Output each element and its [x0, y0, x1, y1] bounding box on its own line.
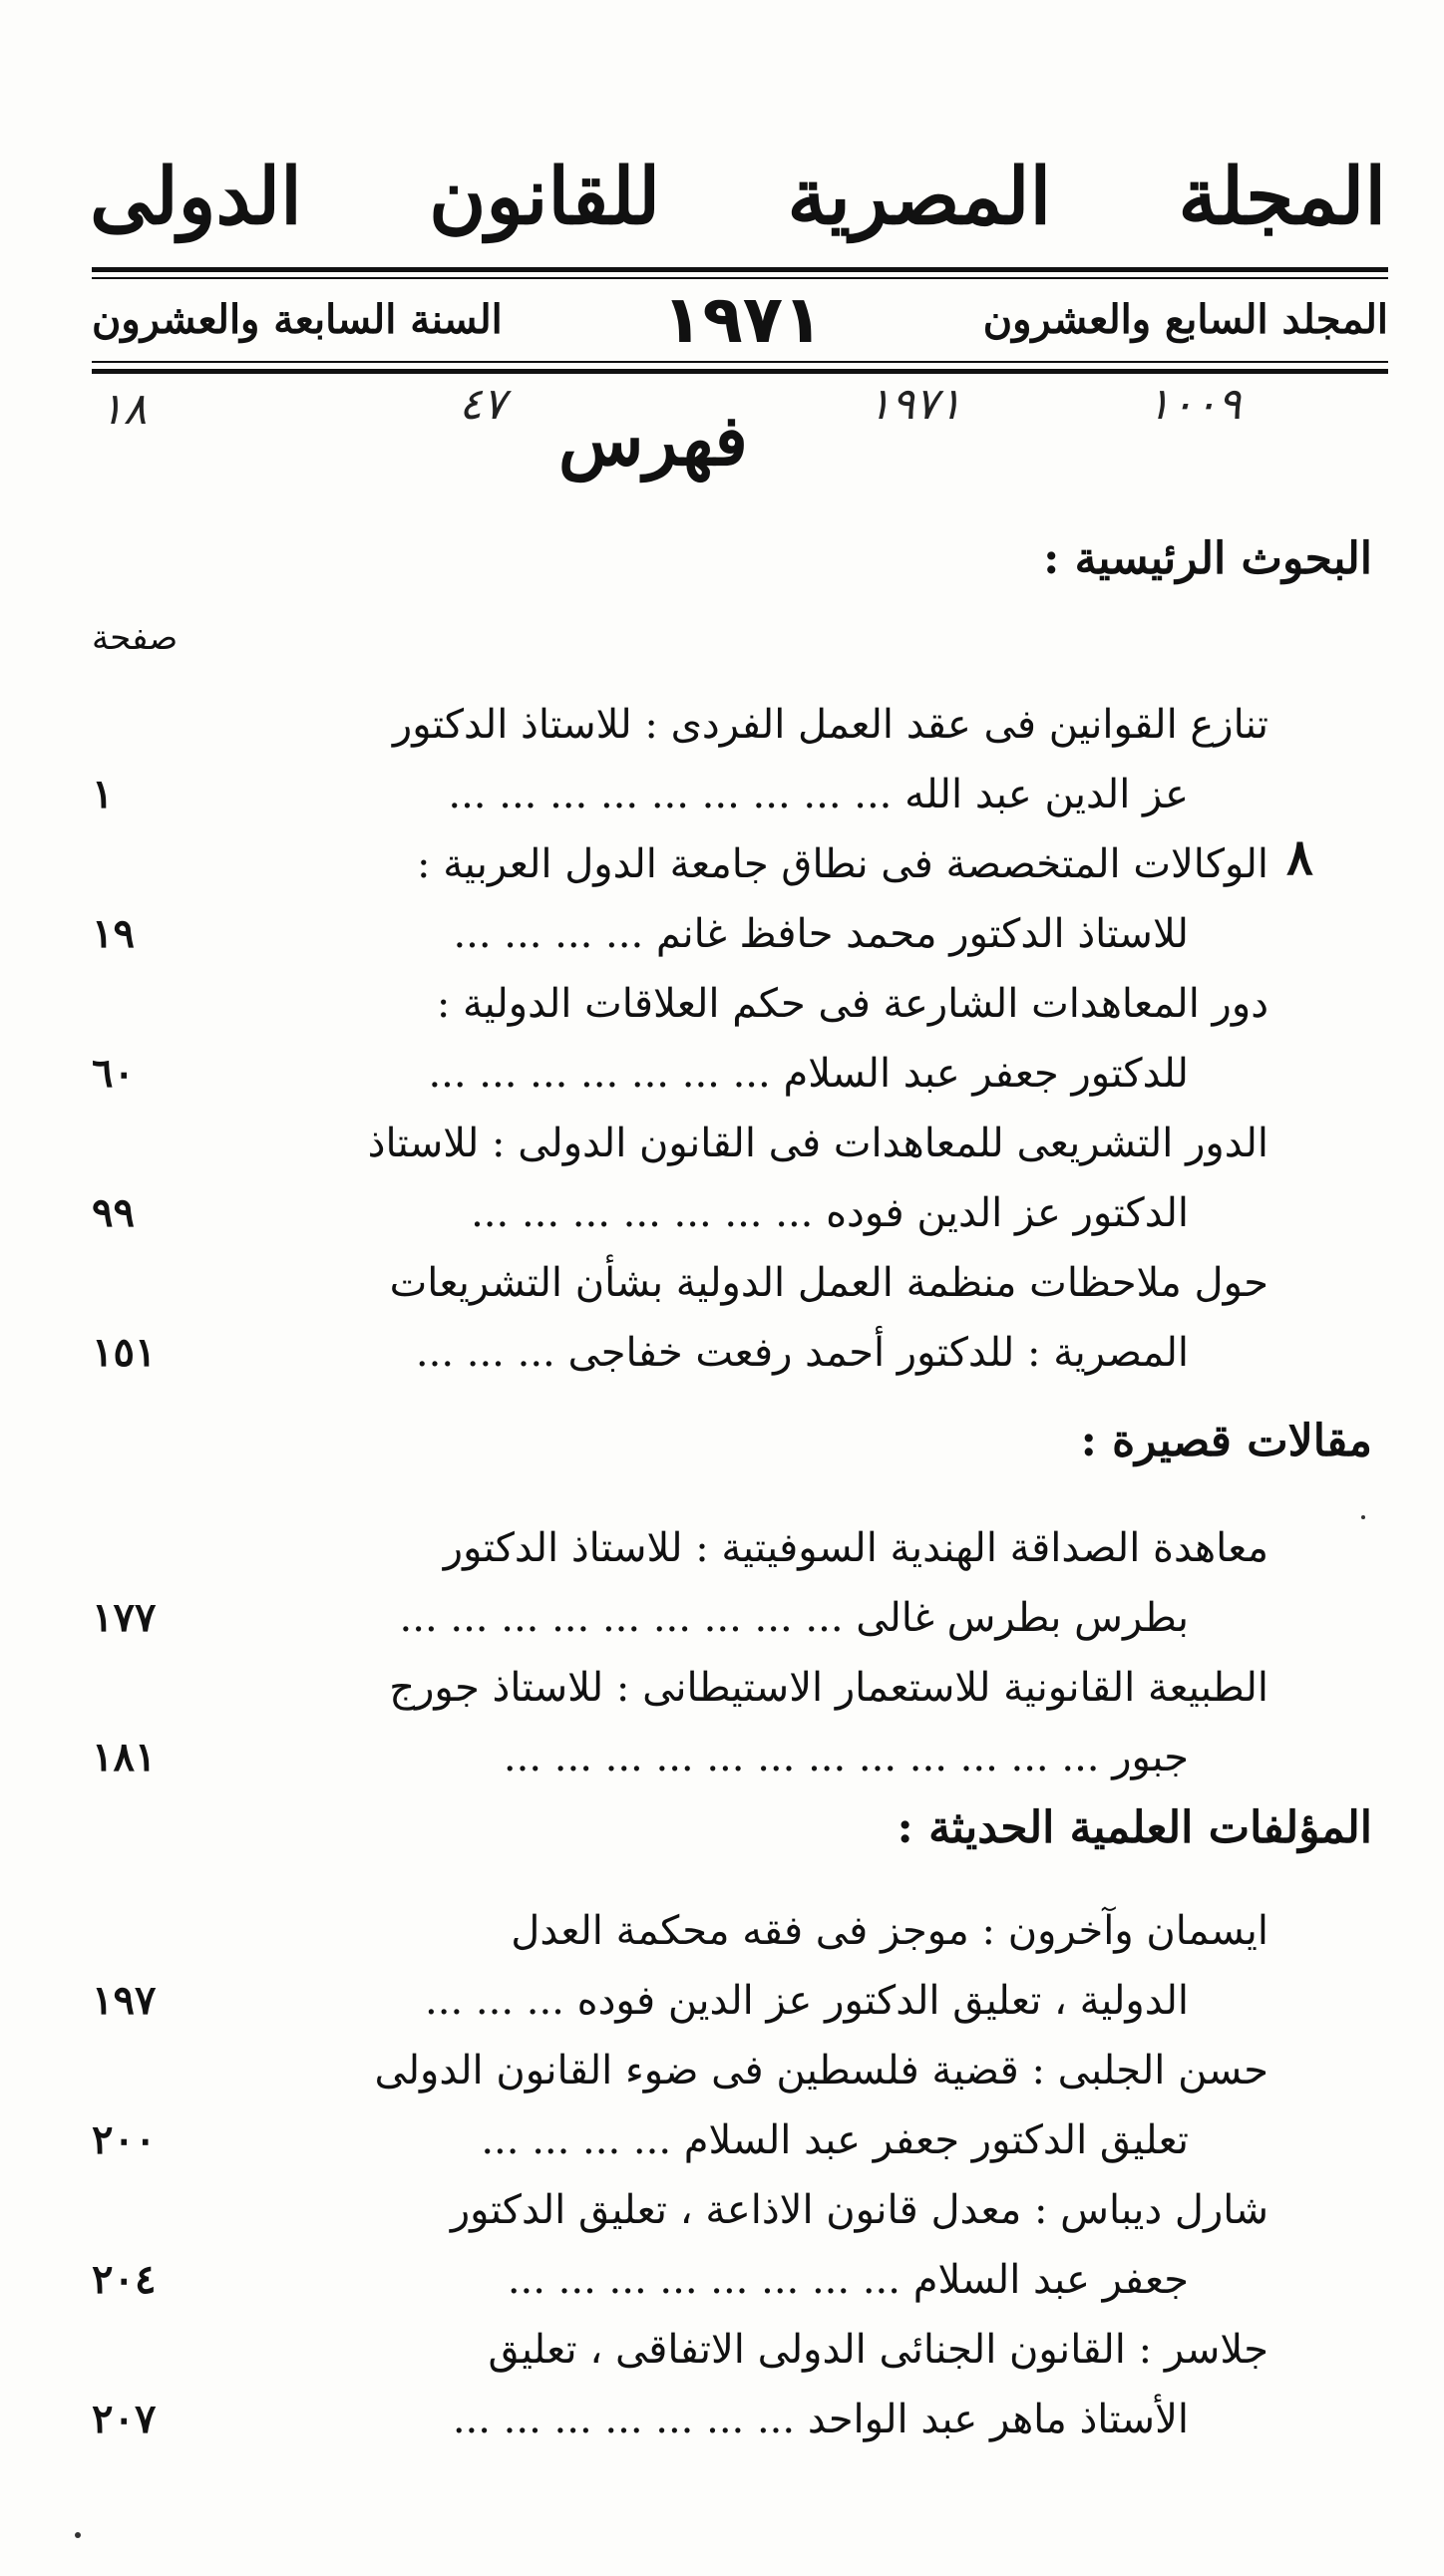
volume-label: المجلد السابع والعشرون [982, 295, 1388, 343]
entry-author: عز الدين عبد الله ... ... ... ... ... ... ... ... ... [448, 772, 1189, 817]
entry-author: الدولية ، تعليق الدكتور عز الدين فوده ... ... ... [425, 1978, 1189, 2024]
entry-title: معاهدة الصداقة الهندية السوفيتية : للاستاذ الدكتور [443, 1525, 1268, 1571]
entry-author: جبور ... ... ... ... ... ... ... ... ... ... ... ... [503, 1735, 1189, 1780]
entry-author: الدكتور عز الدين فوده ... ... ... ... ... ... ... [471, 1190, 1189, 1236]
handwritten-note-3: ٤٧ [459, 379, 507, 430]
entry-page-number: ١٩ [92, 910, 135, 957]
page-column-label: صفحة [92, 618, 179, 658]
entry-page-number: ١٨١ [92, 1734, 157, 1780]
entry-title: حسن الجلبى : قضية فلسطين فى ضوء القانون الدولى [374, 2048, 1268, 2093]
entry-page-number: ١٧٧ [92, 1594, 157, 1641]
scan-speck [75, 2532, 81, 2538]
entry-title: جلاسر : القانون الجنائى الدولى الاتفاقى ، تعليق [488, 2327, 1268, 2373]
entry-page-number: ٩٩ [92, 1189, 135, 1236]
header-rule-bottom-thin [92, 361, 1388, 363]
volume-info-row [92, 279, 1388, 359]
entry-title: شارل ديباس : معدل قانون الاذاعة ، تعليق الدكتور [450, 2187, 1268, 2233]
header-rule-top [92, 267, 1388, 272]
entry-page-number: ٢٠٤ [92, 2256, 157, 2303]
index-title: فهرس [558, 399, 748, 482]
entry-title: دور المعاهدات الشارعة فى حكم العلاقات الدولية : [436, 981, 1268, 1027]
handwritten-note-1: ١٠٠٩ [1147, 379, 1242, 430]
entry-page-number: ١٥١ [92, 1329, 157, 1376]
entry-title: الطبيعة القانونية للاستعمار الاستيطانى : للاستاذ جورج [389, 1665, 1268, 1711]
entry-page-number: ٢٠٧ [92, 2396, 157, 2442]
year-label: ١٩٧١ [662, 280, 824, 358]
entry-author: بطرس بطرس غالى ... ... ... ... ... ... ... ... ... [399, 1595, 1189, 1641]
entry-author: الأستاذ ماهر عبد الواحد ... ... ... ... ... ... ... [452, 2397, 1189, 2442]
section-heading-short-articles: مقالات قصيرة : [1080, 1416, 1372, 1466]
entry-page-number: ١ [92, 771, 114, 817]
entry-title: الدور التشريعى للمعاهدات فى القانون الدولى : للاستاذ [367, 1121, 1268, 1166]
entry-author: جعفر عبد السلام ... ... ... ... ... ... ... ... [507, 2257, 1189, 2303]
handwritten-note-4: ١٨ [100, 384, 148, 435]
entry-page-number: ١٩٧ [92, 1977, 157, 2024]
entry-title: تنازع القوانين فى عقد العمل الفردى : للاستاذ الدكتور [392, 702, 1268, 748]
entry-author: للاستاذ الدكتور محمد حافظ غانم ... ... ... ... [453, 911, 1189, 957]
section-heading-main-research: البحوث الرئيسية : [1043, 533, 1372, 584]
margin-mark: ٨ [1286, 827, 1313, 886]
entry-title: الوكالات المتخصصة فى نطاق جامعة الدول العربية : [417, 841, 1268, 887]
entry-title: حول ملاحظات منظمة العمل الدولية بشأن التشريعات [389, 1260, 1268, 1306]
header-rule-bottom [92, 369, 1388, 374]
entry-author: للدكتور جعفر عبد السلام ... ... ... ... ... ... ... [428, 1051, 1189, 1097]
entry-page-number: ٢٠٠ [92, 2116, 157, 2163]
scan-speck [1361, 1515, 1365, 1519]
entry-page-number: ٦٠ [92, 1050, 135, 1097]
section-heading-recent-works: المؤلفات العلمية الحديثة : [897, 1802, 1372, 1853]
edition-label: السنة السابعة والعشرون [92, 295, 503, 343]
journal-title: المجلة المصرية للقانون الدولى [90, 152, 1386, 242]
handwritten-note-2: ١٩٧١ [868, 379, 962, 430]
entry-author: تعليق الدكتور جعفر عبد السلام ... ... ... ... [481, 2117, 1189, 2163]
entry-title: ايسمان وآخرون : موجز فى فقه محكمة العدل [511, 1908, 1268, 1954]
entry-author: المصرية : للدكتور أحمد رفعت خفاجى ... ... ... [415, 1330, 1189, 1376]
